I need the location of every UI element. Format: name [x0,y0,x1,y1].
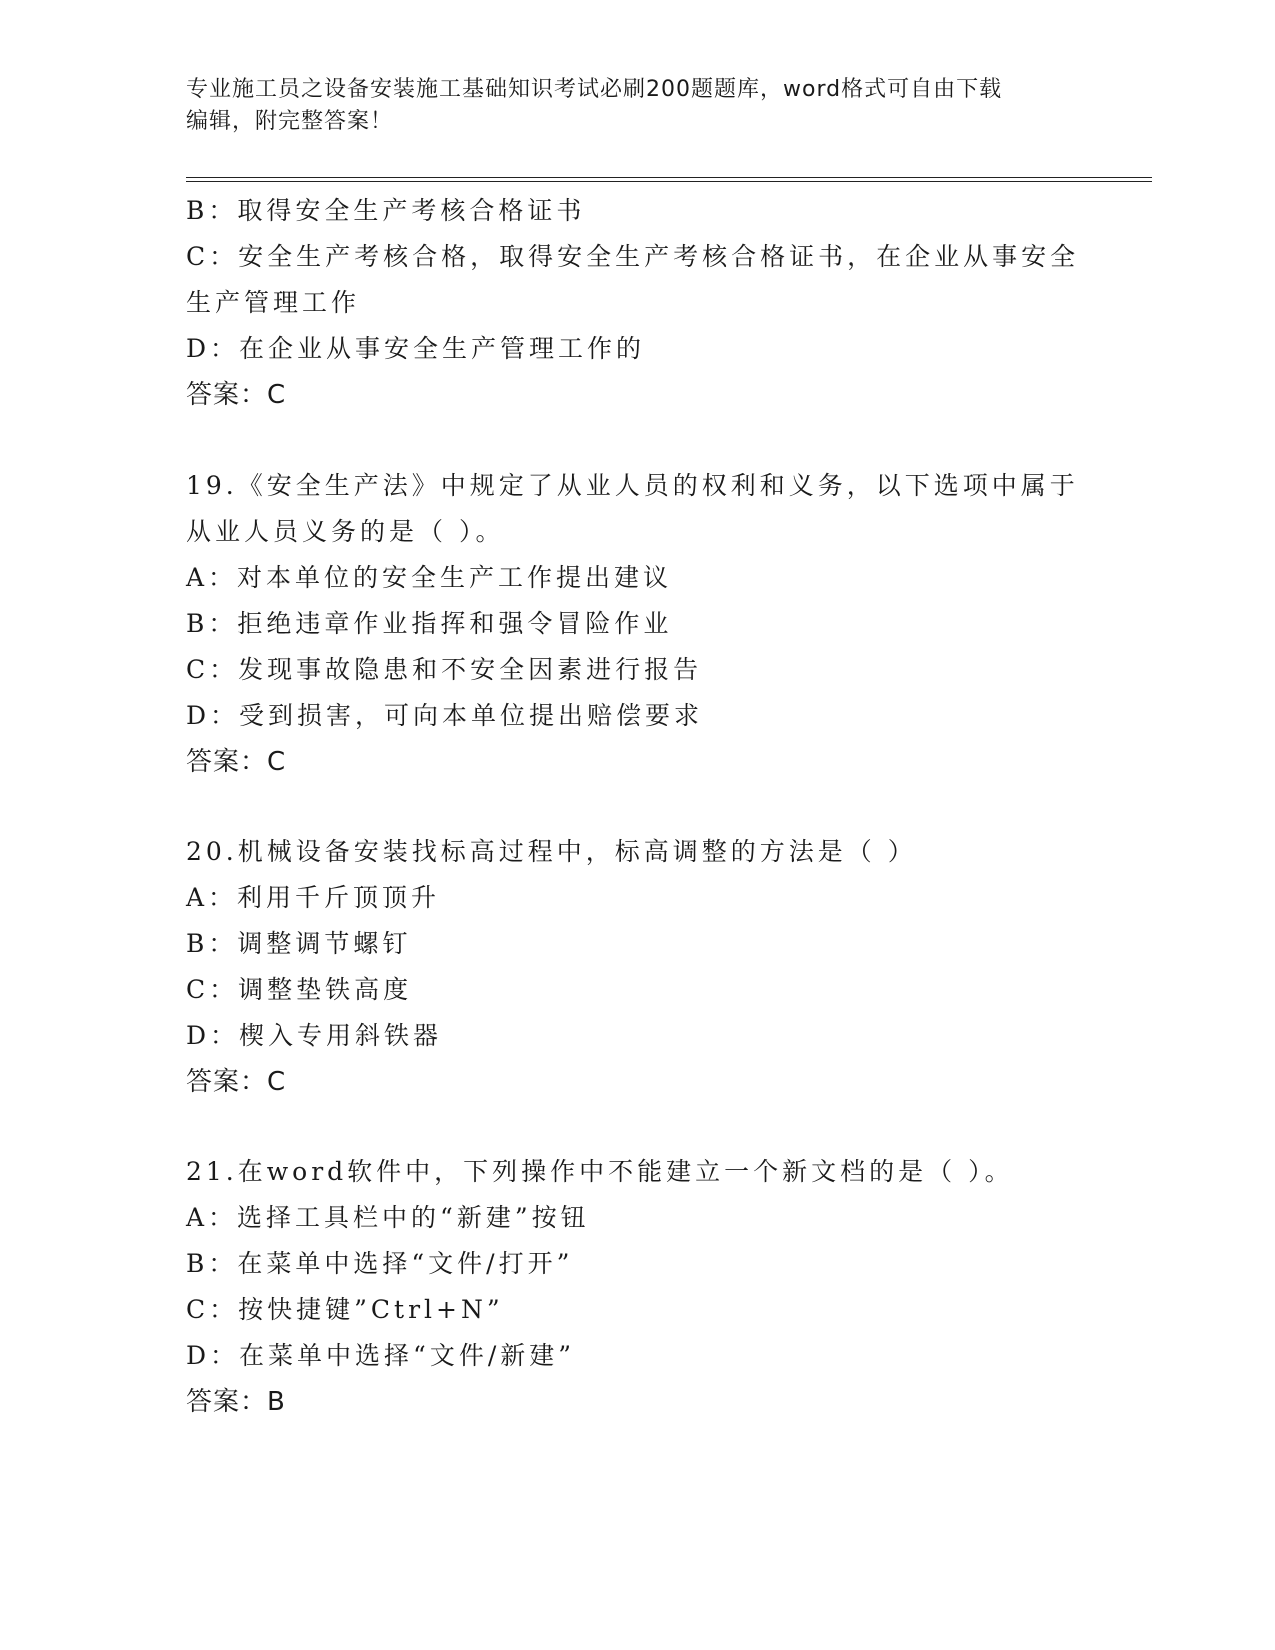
question-stem-continued: 从业人员义务的是（ ）。 [186,517,505,546]
question-stem: 19.《安全生产法》中规定了从业人员的权利和义务，以下选项中属于 [186,471,1079,500]
option-c: C：安全生产考核合格，取得安全生产考核合格证书，在企业从事安全 [186,242,1080,271]
option-a: A：利用千斤顶顶升 [186,883,441,912]
header-title-line-2: 编辑，附完整答案！ [186,109,394,134]
question-19 [186,463,1086,785]
question-stem: 20.机械设备安装找标高过程中，标高调整的方法是（ ） [186,837,917,866]
option-b: B：在菜单中选择“文件/打开” [186,1249,574,1278]
answer-line: 答案：C [186,380,287,410]
option-c: C：调整垫铁高度 [186,975,413,1004]
option-a: A：选择工具栏中的“新建”按钮 [186,1203,590,1232]
document-header [186,74,1086,138]
header-double-rule [186,177,1152,182]
document-body [186,188,1086,1425]
question-20 [186,829,1086,1105]
question-18-continued [186,188,1086,418]
header-title-line-1: 专业施工员之设备安装施工基础知识考试必刷200题题库，word格式可自由下载 [186,77,1003,102]
question-stem: 21.在word软件中，下列操作中不能建立一个新文档的是（ ）。 [186,1157,1014,1186]
option-d: D：在企业从事安全生产管理工作的 [186,334,646,363]
option-a: A：对本单位的安全生产工作提出建议 [186,563,673,592]
option-d: D：楔入专用斜铁器 [186,1021,443,1050]
option-c: C：发现事故隐患和不安全因素进行报告 [186,655,703,684]
option-b: B：取得安全生产考核合格证书 [186,196,586,225]
answer-line: 答案：C [186,747,287,777]
option-c: C：按快捷键”Ctrl+N” [186,1295,504,1324]
question-21 [186,1149,1086,1425]
answer-line: 答案：B [186,1387,286,1417]
option-b: B：拒绝违章作业指挥和强令冒险作业 [186,609,673,638]
option-c-continued: 生产管理工作 [186,288,361,317]
answer-line: 答案：C [186,1067,287,1097]
option-d: D：在菜单中选择“文件/新建” [186,1341,576,1370]
option-d: D：受到损害，可向本单位提出赔偿要求 [186,701,704,730]
option-b: B：调整调节螺钉 [186,929,412,958]
